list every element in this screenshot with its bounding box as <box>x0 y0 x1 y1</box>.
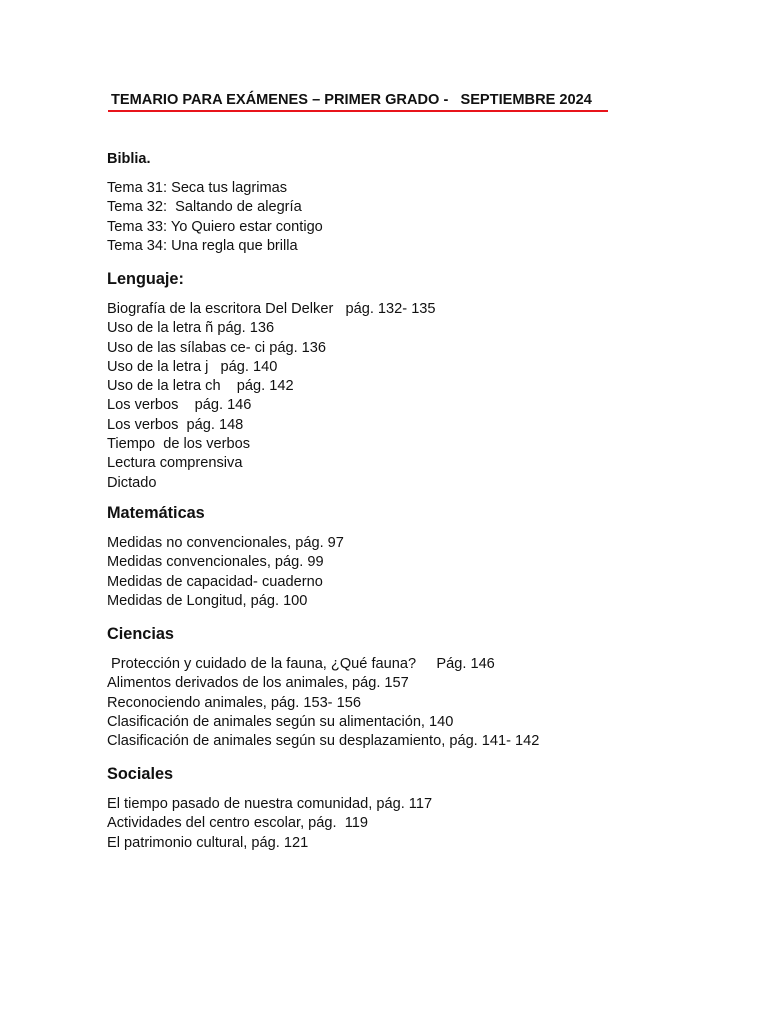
topic-item: Medidas de Longitud, pág. 100 <box>107 592 308 609</box>
topic-item: Tema 34: Una regla que brilla <box>107 237 298 254</box>
section-lenguaje <box>107 268 436 493</box>
topic-item: Uso de la letra j pág. 140 <box>107 358 278 375</box>
section-heading-sociales: Sociales <box>107 765 174 783</box>
section-matematicas <box>107 502 344 611</box>
topic-item: Uso de la letra ch pág. 142 <box>107 378 294 395</box>
section-heading-matematicas: Matemáticas <box>107 504 205 522</box>
topic-list-matematicas <box>107 534 344 611</box>
topic-item: Actividades del centro escolar, pág. 119 <box>107 815 368 832</box>
document-header <box>108 90 610 112</box>
section-heading-biblia: Biblia. <box>107 151 151 167</box>
topic-item: Tema 31: Seca tus lagrimas <box>107 180 288 196</box>
title-underline <box>108 110 608 112</box>
topic-list-ciencias <box>107 655 539 751</box>
topic-item: Medidas no convencionales, pág. 97 <box>107 535 344 551</box>
topic-item: Tema 32: Saltando de alegría <box>107 199 302 216</box>
topic-list-sociales <box>107 795 432 853</box>
topic-item: Dictado <box>107 474 157 491</box>
section-heading-lenguaje: Lenguaje: <box>107 270 184 288</box>
section-ciencias <box>107 623 539 751</box>
topic-item: Alimentos derivados de los animales, pág. 157 <box>107 675 409 692</box>
topic-list-lenguaje <box>107 300 436 493</box>
section-sociales <box>107 763 432 853</box>
topic-item: Tiempo de los verbos <box>107 436 251 453</box>
topic-item: Protección y cuidado de la fauna, ¿Qué fauna? Pág. 146 <box>107 656 495 672</box>
topic-item: Uso de las sílabas ce- ci pág. 136 <box>107 339 327 356</box>
document-title: TEMARIO PARA EXÁMENES – PRIMER GRADO - SEPTIEMBRE 2024 <box>111 92 592 108</box>
topic-item: El patrimonio cultural, pág. 121 <box>107 834 309 851</box>
topic-item: Medidas convencionales, pág. 99 <box>107 554 324 571</box>
section-biblia <box>107 148 323 256</box>
section-heading-ciencias: Ciencias <box>107 625 174 643</box>
topic-item: Uso de la letra ñ pág. 136 <box>107 320 275 337</box>
topic-item: El tiempo pasado de nuestra comunidad, pág. 117 <box>107 796 433 812</box>
topic-list-biblia <box>107 179 323 256</box>
topic-item: Los verbos pág. 146 <box>107 397 252 414</box>
topic-item: Los verbos pág. 148 <box>107 416 244 433</box>
topic-item: Reconociendo animales, pág. 153- 156 <box>107 694 361 711</box>
topic-item: Lectura comprensiva <box>107 455 243 472</box>
topic-item: Biografía de la escritora Del Delker pág. 132- 135 <box>107 301 436 317</box>
topic-item: Clasificación de animales según su alimentación, 140 <box>107 713 454 730</box>
topic-item: Medidas de capacidad- cuaderno <box>107 573 323 590</box>
topic-item: Tema 33: Yo Quiero estar contigo <box>107 218 323 235</box>
topic-item: Clasificación de animales según su desplazamiento, pág. 141- 142 <box>107 733 540 750</box>
